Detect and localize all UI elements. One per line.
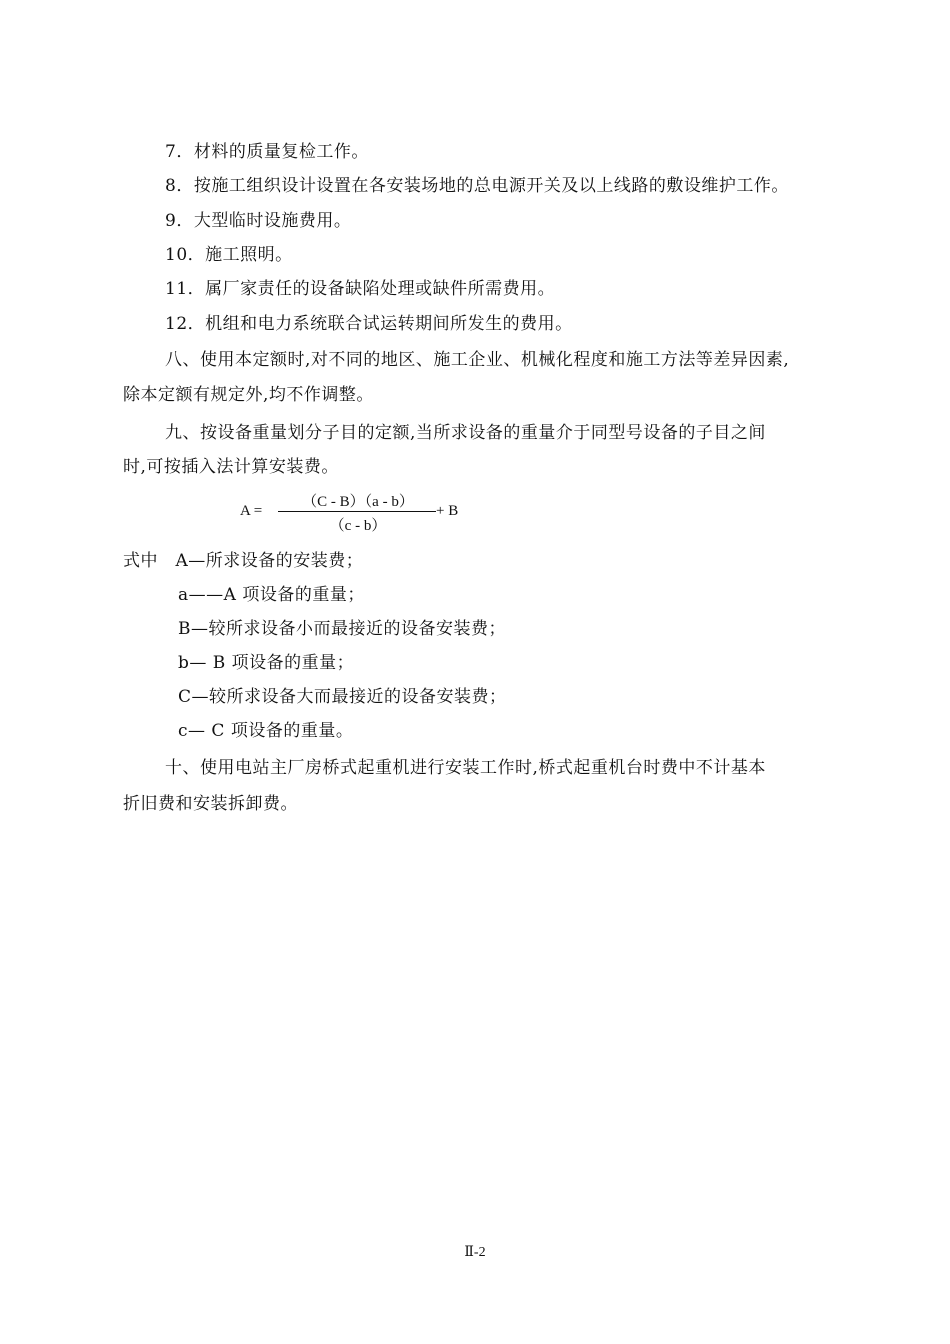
item-7: 7．材料的质量复检工作。 bbox=[165, 142, 369, 162]
section-8-line-1: 八、使用本定额时,对不同的地区、施工企业、机械化程度和施工方法等差异因素, bbox=[165, 350, 790, 370]
item-12: 12．机组和电力系统联合试运转期间所发生的费用。 bbox=[165, 314, 573, 334]
formula-numerator: （C - B）（a - b） bbox=[302, 494, 414, 510]
fraction-bar bbox=[278, 511, 436, 512]
page-number: Ⅱ-2 bbox=[464, 1245, 486, 1260]
formula-denominator: （c - b） bbox=[329, 518, 387, 534]
legend-C: C—较所求设备大而最接近的设备安装费； bbox=[178, 687, 507, 707]
item-9: 9．大型临时设施费用。 bbox=[165, 211, 352, 231]
section-9-line-1: 九、按设备重量划分子目的定额,当所求设备的重量介于同型号设备的子目之间 bbox=[165, 423, 766, 443]
legend-B: B—较所求设备小而最接近的设备安装费； bbox=[178, 619, 506, 639]
section-10-line-1: 十、使用电站主厂房桥式起重机进行安装工作时,桥式起重机台时费中不计基本 bbox=[165, 758, 766, 778]
legend-c: c— C 项设备的重量。 bbox=[178, 721, 354, 741]
section-9-line-2: 时,可按插入法计算安装费。 bbox=[123, 457, 339, 477]
section-8-line-2: 除本定额有规定外,均不作调整。 bbox=[123, 385, 374, 405]
legend-b: b— B 项设备的重量； bbox=[178, 653, 355, 673]
item-11: 11．属厂家责任的设备缺陷处理或缺件所需费用。 bbox=[165, 279, 556, 299]
formula-rhs: + B bbox=[436, 503, 459, 519]
formula-lhs: A = bbox=[240, 503, 263, 519]
item-10: 10．施工照明。 bbox=[165, 245, 293, 265]
legend-a: a——A 项设备的重量； bbox=[178, 585, 365, 605]
item-8: 8．按施工组织设计设置在各安装场地的总电源开关及以上线路的敷设维护工作。 bbox=[165, 176, 789, 196]
legend-intro: 式中 A—所求设备的安装费； bbox=[123, 551, 364, 571]
interpolation-formula bbox=[240, 490, 480, 540]
section-10-line-2: 折旧费和安装拆卸费。 bbox=[123, 794, 298, 814]
